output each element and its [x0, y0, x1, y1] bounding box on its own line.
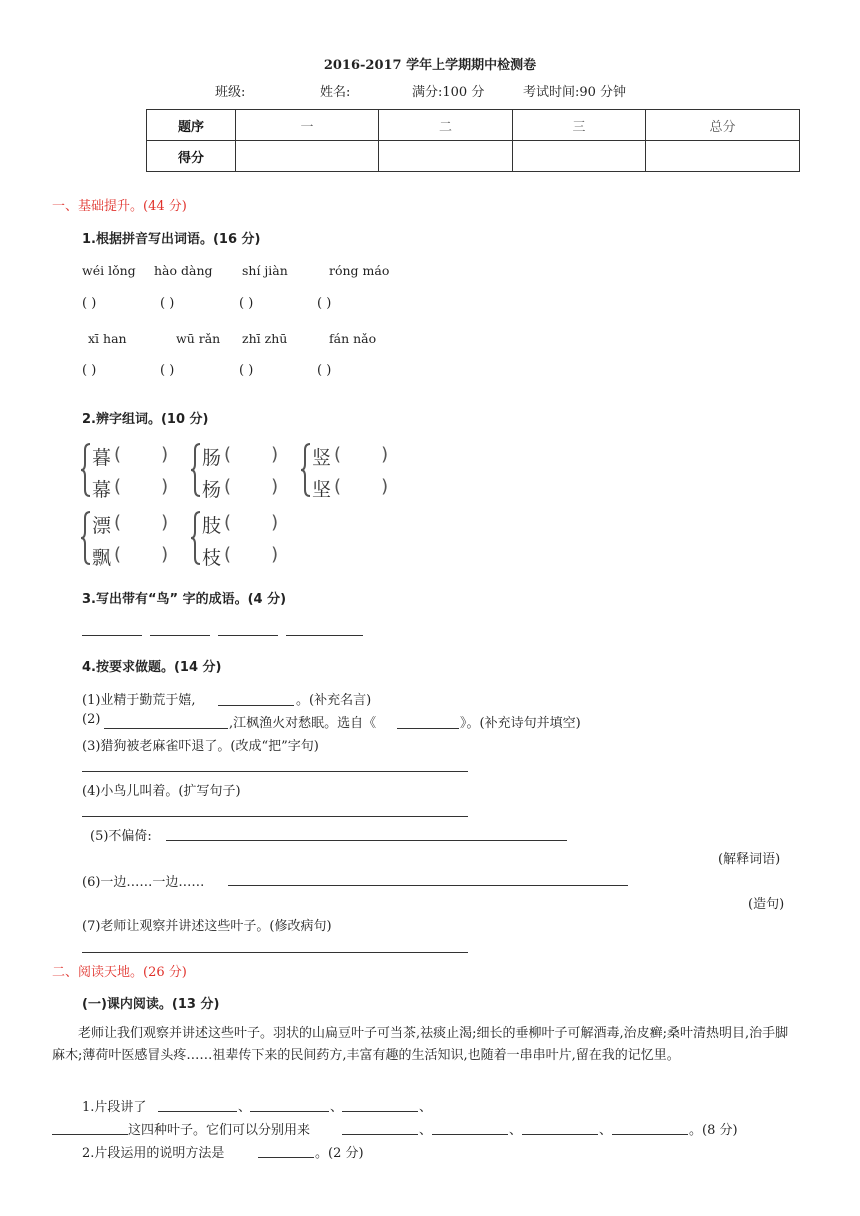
score-cell-total: 总分 [646, 110, 800, 141]
r-q2-blank[interactable] [258, 1157, 314, 1158]
r-q1-score: 。(8 分) [689, 1123, 738, 1138]
blank-5a[interactable]: ( ) [224, 512, 279, 533]
q4-item5-answer-line[interactable] [166, 840, 567, 841]
pinyin-8: fán nǎo [329, 331, 377, 346]
q4-item1-blank[interactable] [218, 705, 294, 706]
score-cell-col2: 二 [379, 110, 513, 141]
char-1a: 暮 [92, 447, 112, 469]
char-2b: 杨 [202, 479, 222, 501]
full-score: 满分:100 分 [412, 85, 485, 100]
r-q1-sep4: 、 [419, 1123, 433, 1138]
answer-blank-3[interactable]: ( ) [239, 296, 254, 311]
r-q2-score: 。(2 分) [315, 1146, 364, 1161]
q4-item2-note: 》。(补充诗句并填空) [460, 716, 581, 731]
q4-item5-note: (解释词语) [718, 852, 781, 867]
q4-item5-text: (5)不偏倚: [90, 829, 152, 844]
r-q1-sep2: 、 [330, 1100, 344, 1115]
q4-item6-answer-line[interactable] [228, 885, 628, 886]
r-q1-text2: 这四种叶子。它们可以分别用来 [128, 1123, 311, 1138]
blank-1a[interactable]: ( ) [114, 444, 169, 465]
char-4a: 漂 [92, 515, 112, 537]
section2-sub1: (一)课内阅读。(13 分) [82, 997, 220, 1012]
pinyin-7: zhī zhū [242, 331, 288, 346]
section1-heading: 一、基础提升。(44 分) [52, 199, 187, 214]
r-q1-text: 1.片段讲了 [82, 1100, 147, 1115]
char-3b: 坚 [312, 479, 332, 501]
idiom-blank-1[interactable] [82, 635, 142, 636]
score-table-header-row [147, 110, 800, 141]
q4-item3-text: (3)猎狗被老麻雀吓退了。(改成“把”字句) [82, 739, 319, 754]
brace-icon [80, 510, 92, 566]
page-title: 2016-2017 学年上学期期中检测卷 [323, 58, 537, 73]
brace-icon [80, 442, 92, 498]
q4-item2-text: ,江枫渔火对愁眠。选自《 [229, 716, 377, 731]
q4-item7-answer-line[interactable] [82, 952, 468, 953]
score-cell-col1: 一 [236, 110, 379, 141]
r-q1-use2[interactable] [432, 1134, 508, 1135]
brace-icon [190, 442, 202, 498]
answer-blank-1[interactable]: ( ) [82, 296, 97, 311]
r-q1-sep3: 、 [419, 1100, 433, 1115]
score-table [146, 109, 800, 172]
blank-1b[interactable]: ( ) [114, 476, 169, 497]
idiom-blank-2[interactable] [150, 635, 210, 636]
answer-blank-4[interactable]: ( ) [317, 296, 332, 311]
idiom-blank-4[interactable] [286, 635, 363, 636]
answer-blank-2[interactable]: ( ) [160, 296, 175, 311]
r-q1-use4[interactable] [612, 1134, 688, 1135]
q4-item6-text: (6)一边……一边…… [82, 875, 205, 890]
q4-title: 4.按要求做题。(14 分) [82, 660, 222, 675]
char-5a: 肢 [202, 515, 222, 537]
pinyin-6: wū rǎn [176, 331, 221, 346]
brace-icon [300, 442, 312, 498]
blank-2b[interactable]: ( ) [224, 476, 279, 497]
brace-icon [190, 510, 202, 566]
answer-blank-6[interactable]: ( ) [160, 363, 175, 378]
score-cell-label: 题序 [147, 110, 236, 141]
q4-item3-answer-line[interactable] [82, 771, 468, 772]
score-input-1[interactable] [236, 141, 379, 172]
score-table-score-row [147, 141, 800, 172]
pinyin-1: wéi lǒng [82, 263, 136, 278]
blank-5b[interactable]: ( ) [224, 544, 279, 565]
q2-title: 2.辨字组词。(10 分) [82, 412, 209, 427]
q4-item4-answer-line[interactable] [82, 816, 468, 817]
q4-item6-note: (造句) [748, 897, 785, 912]
pinyin-2: hào dàng [154, 263, 213, 278]
pinyin-4: róng máo [329, 263, 390, 278]
blank-4b[interactable]: ( ) [114, 544, 169, 565]
char-2a: 肠 [202, 447, 222, 469]
blank-3a[interactable]: ( ) [334, 444, 389, 465]
q4-item7-text: (7)老师让观察并讲述这些叶子。(修改病句) [82, 919, 332, 934]
r-q1-blank1[interactable] [158, 1111, 237, 1112]
section2-heading: 二、阅读天地。(26 分) [52, 965, 187, 980]
pinyin-3: shí jiàn [242, 263, 288, 278]
q1-title: 1.根据拼音写出词语。(16 分) [82, 232, 261, 247]
answer-blank-8[interactable]: ( ) [317, 363, 332, 378]
q4-item2-num: (2) [82, 712, 101, 727]
blank-3b[interactable]: ( ) [334, 476, 389, 497]
score-row-label: 得分 [147, 141, 236, 172]
q4-item1-note: 。(补充名言) [296, 693, 372, 708]
exam-time: 考试时间:90 分钟 [523, 85, 627, 100]
answer-blank-7[interactable]: ( ) [239, 363, 254, 378]
q3-title: 3.写出带有“鸟” 字的成语。(4 分) [82, 592, 287, 607]
q4-item1-text: (1)业精于勤荒于嬉, [82, 693, 196, 708]
pinyin-5: xī han [88, 331, 127, 346]
r-q1-sep1: 、 [238, 1100, 252, 1115]
r-q1-sep5: 、 [509, 1123, 523, 1138]
q4-item2-blank2[interactable] [397, 728, 459, 729]
char-3a: 竖 [312, 447, 332, 469]
blank-2a[interactable]: ( ) [224, 444, 279, 465]
char-4b: 飘 [92, 547, 112, 569]
q4-item2-blank1[interactable] [104, 728, 228, 729]
score-input-total[interactable] [646, 141, 800, 172]
name-label: 姓名: [320, 85, 351, 100]
score-input-2[interactable] [379, 141, 513, 172]
r-q1-blank2[interactable] [250, 1111, 329, 1112]
r-q1-blank4[interactable] [52, 1134, 128, 1135]
score-input-3[interactable] [513, 141, 646, 172]
q4-item4-text: (4)小鸟儿叫着。(扩写句子) [82, 784, 241, 799]
answer-blank-5[interactable]: ( ) [82, 363, 97, 378]
r-q2-text: 2.片段运用的说明方法是 [82, 1146, 225, 1161]
r-q1-sep6: 、 [599, 1123, 613, 1138]
r-q1-use1[interactable] [342, 1134, 418, 1135]
class-label: 班级: [215, 85, 246, 100]
score-cell-col3: 三 [513, 110, 646, 141]
r-q1-use3[interactable] [522, 1134, 598, 1135]
blank-4a[interactable]: ( ) [114, 512, 169, 533]
idiom-blank-3[interactable] [218, 635, 278, 636]
reading-passage: 老师让我们观察并讲述这些叶子。羽状的山扁豆叶子可当茶,祛痰止渴;细长的垂柳叶子可解酒毒,治皮癣;桑叶清热明目,治手脚麻木;薄荷叶医感冒头疼……祖辈传下来的民间药方,丰富有趣的生活知识,也随着一串串叶片,留在我的记忆里。 [52, 1026, 789, 1063]
r-q1-blank3[interactable] [342, 1111, 418, 1112]
char-5b: 枝 [202, 547, 222, 569]
char-1b: 幕 [92, 479, 112, 501]
